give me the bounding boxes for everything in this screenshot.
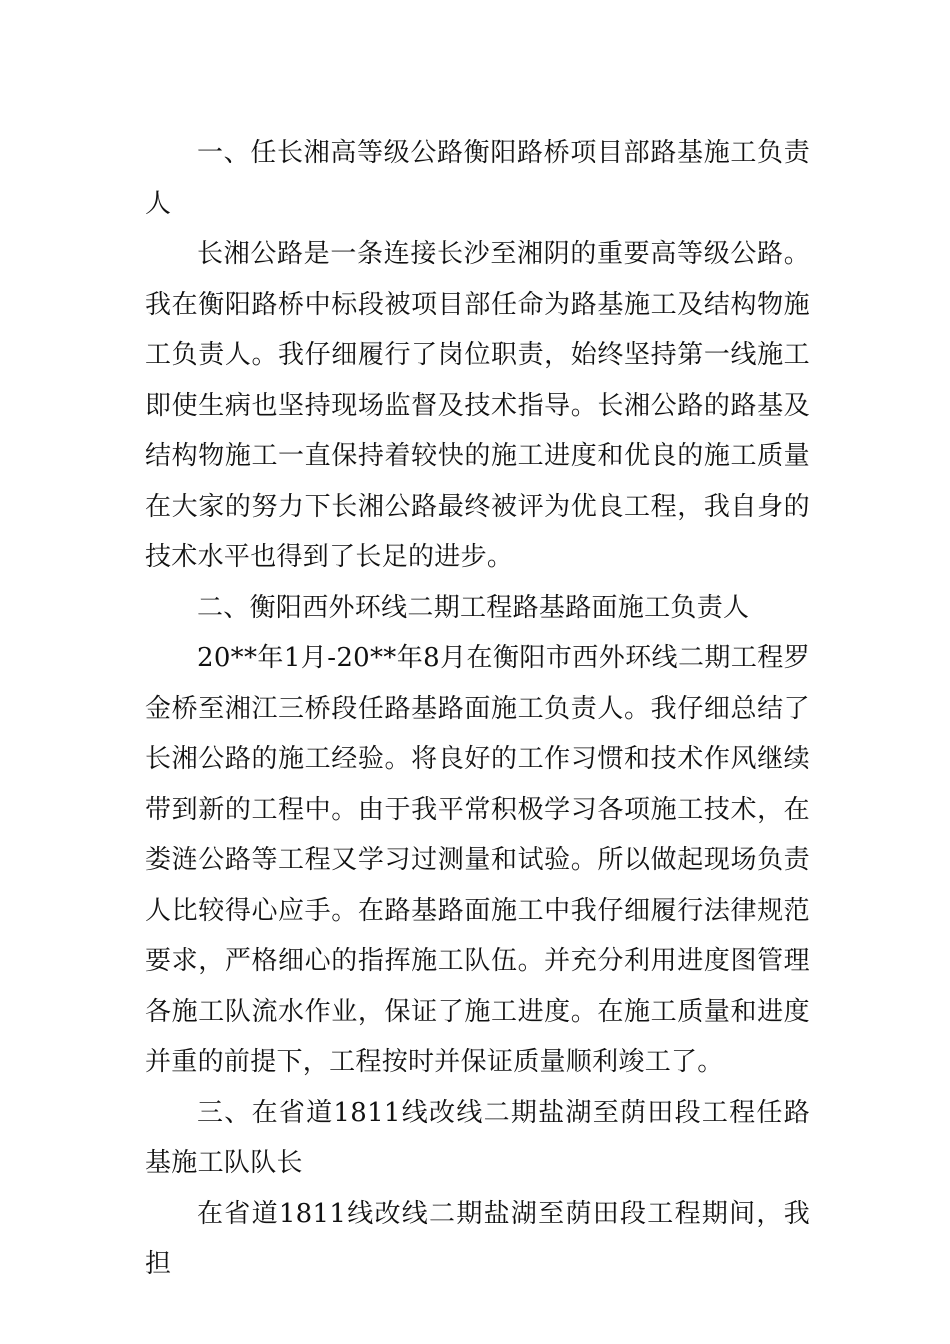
section-heading-1: 一、任长湘高等级公路衡阳路桥项目部路基施工负责人: [145, 138, 810, 219]
body-paragraph-1: 长湘公路是一条连接长沙至湘阴的重要高等级公路。我在衡阳路桥中标段被项目部任命为路基施工及结构物施工负责人。我仔细履行了岗位职责，始终坚持第一线施工即使生病也坚持现场监督及技术指导。长湘公路的路基及结构物施工一直保持着较快的施工进度和优良的施工质量在大家的努力下长湘公路最终被评为优良工程，我自身的技术水平也得到了长足的进步。: [145, 239, 810, 572]
document-body: [145, 128, 810, 1290]
section-heading-2: 二、衡阳西外环线二期工程路基路面施工负责人: [197, 592, 750, 623]
body-paragraph-3: 在省道1811线改线二期盐湖至荫田段工程期间，我担: [145, 1198, 810, 1279]
section-heading-3: 三、在省道1811线改线二期盐湖至荫田段工程任路基施工队队长: [145, 1097, 810, 1178]
body-paragraph-2: 20**年1月-20**年8月在衡阳市西外环线二期工程罗金桥至湘江三桥段任路基路面施工负责人。我仔细总结了长湘公路的施工经验。将良好的工作习惯和技术作风继续带到新的工程中。由于我平常积极学习各项施工技术，在娄涟公路等工程又学习过测量和试验。所以做起现场负责人比较得心应手。在路基路面施工中我仔细履行法律规范要求，严格细心的指挥施工队伍。并充分利用进度图管理各施工队流水作业，保证了施工进度。在施工质量和进度并重的前提下，工程按时并保证质量顺利竣工了。: [145, 643, 810, 1077]
